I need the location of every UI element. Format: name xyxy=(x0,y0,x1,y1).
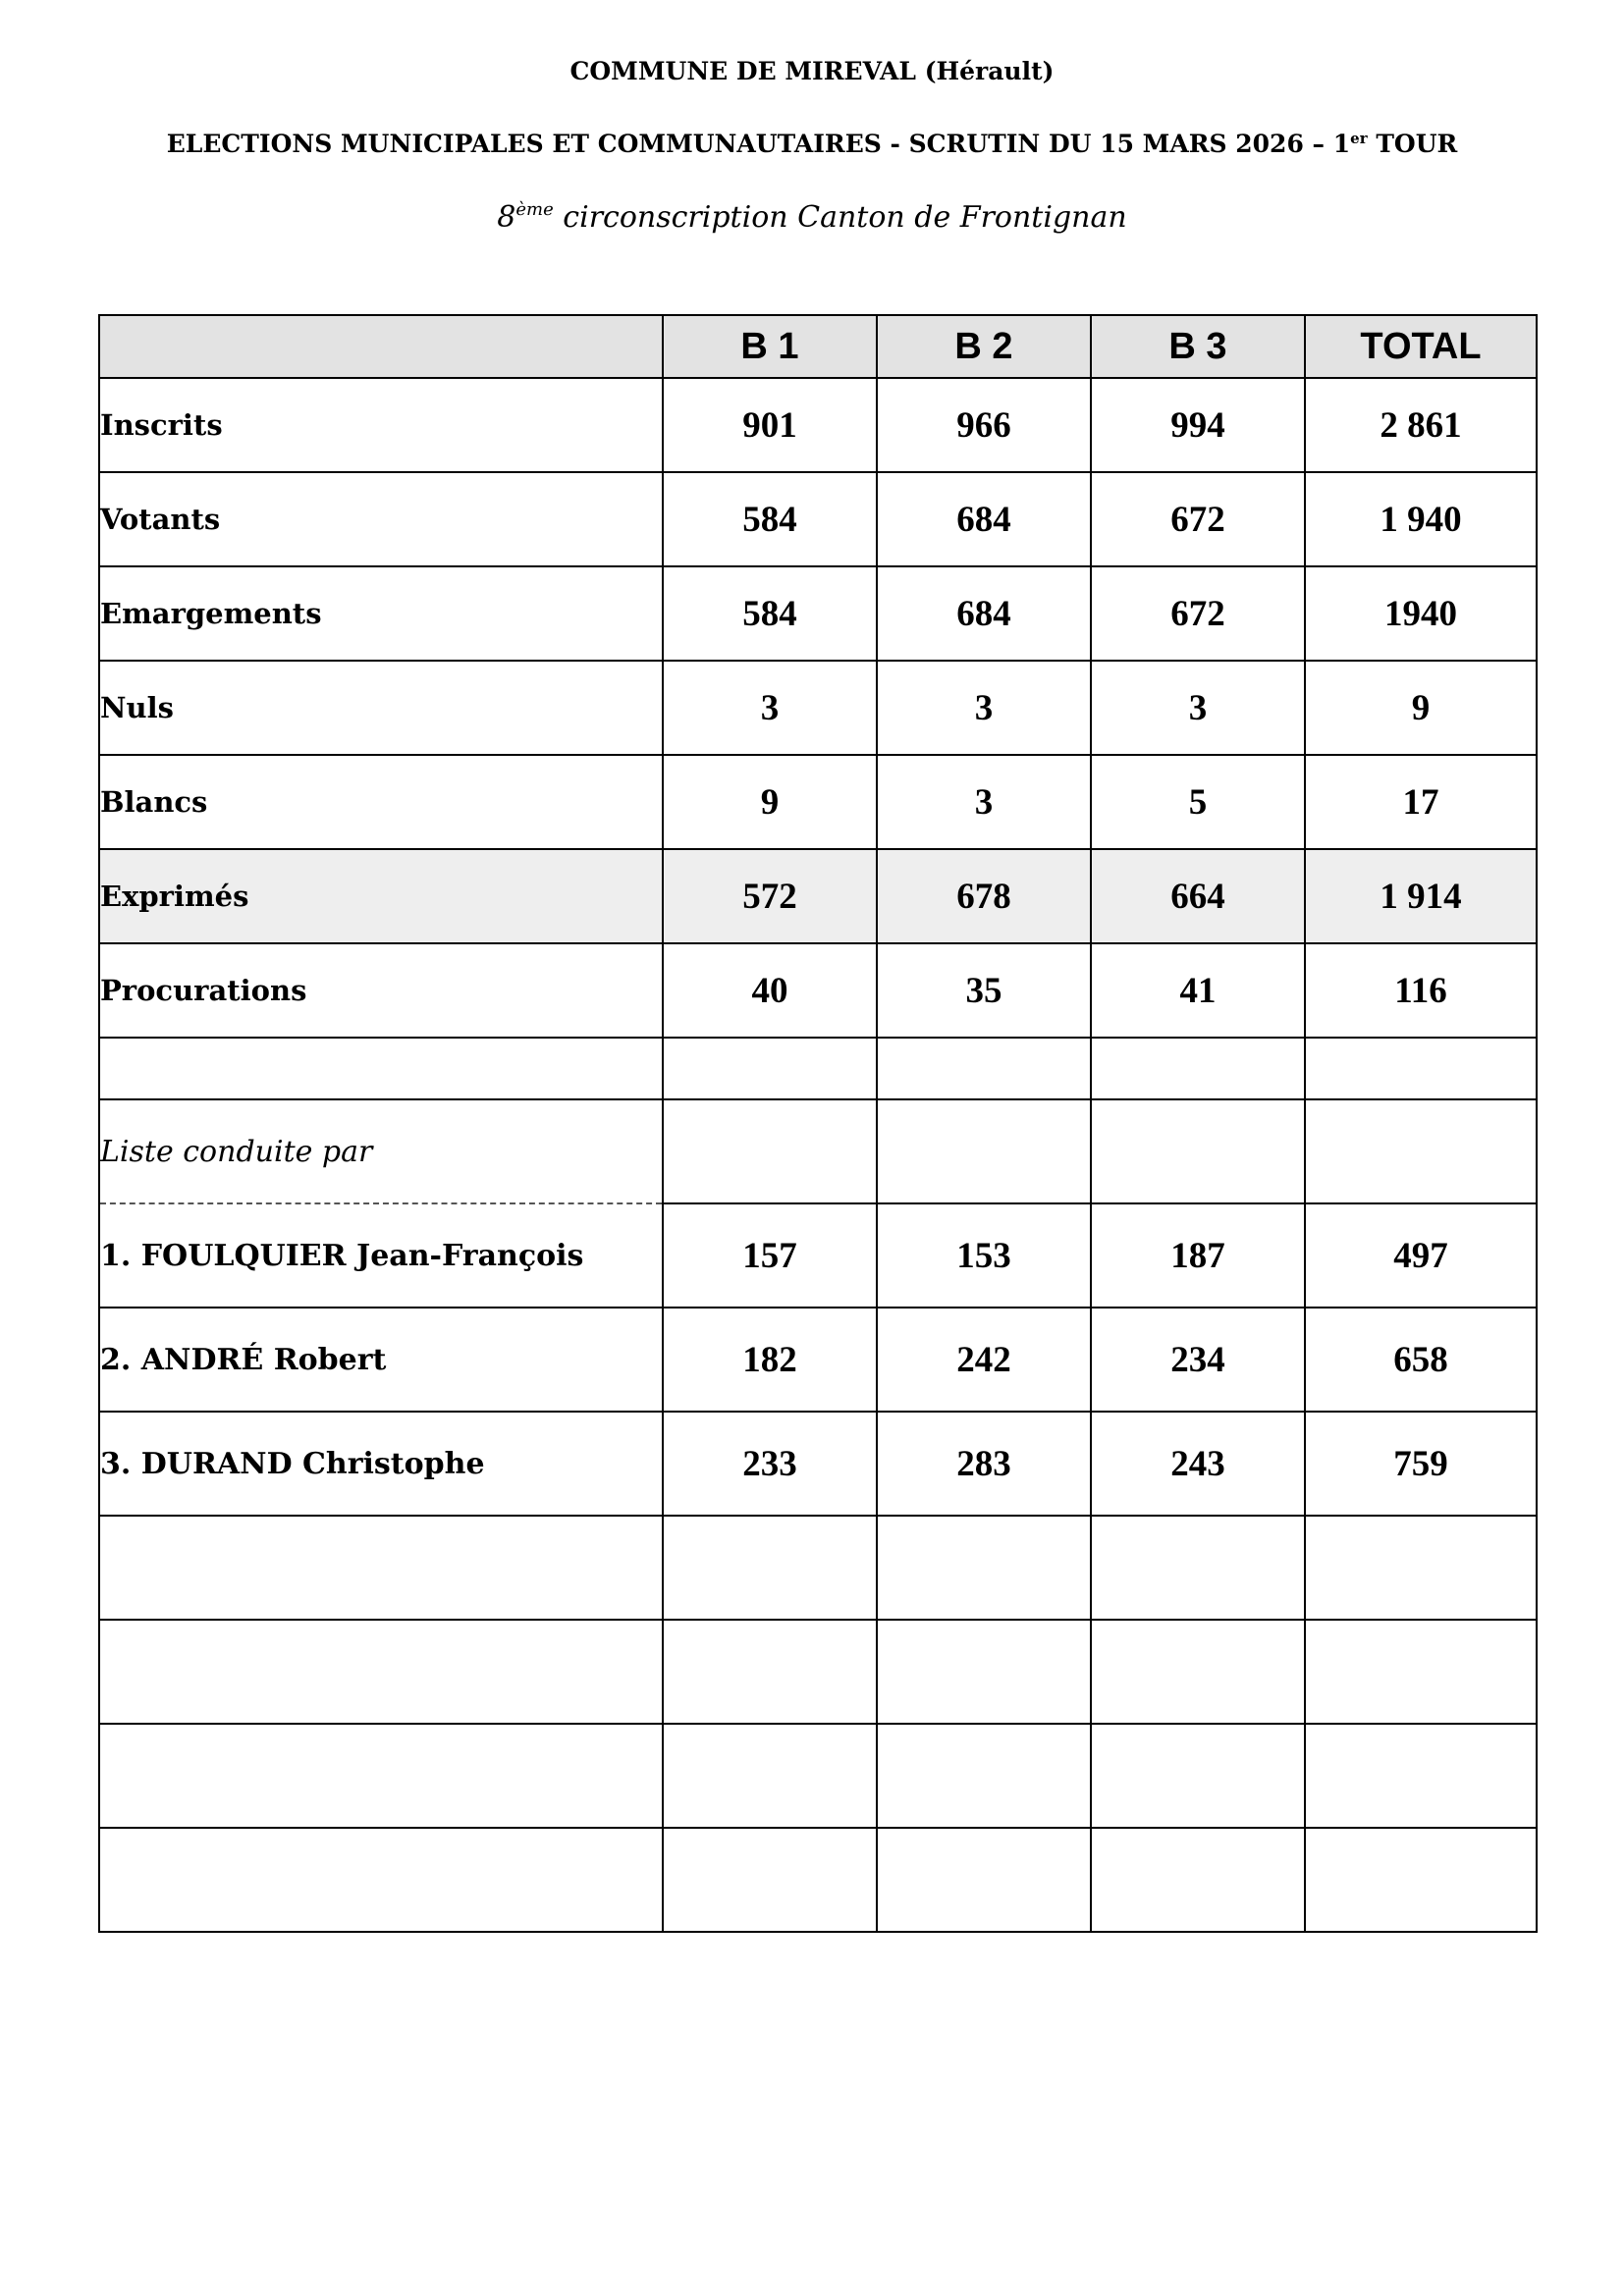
cell-b3: 3 xyxy=(1091,661,1305,755)
cell-b1: 182 xyxy=(663,1308,877,1412)
cell-b1: 40 xyxy=(663,943,877,1038)
cell-total: 1940 xyxy=(1305,566,1537,661)
cell-b3: 994 xyxy=(1091,378,1305,472)
empty-cell xyxy=(99,1620,663,1724)
empty-cell xyxy=(1305,1724,1537,1828)
cell-total: 116 xyxy=(1305,943,1537,1038)
row-label: Procurations xyxy=(99,943,663,1038)
cell-total: 1 940 xyxy=(1305,472,1537,566)
row-label: Exprimés xyxy=(99,849,663,943)
empty-cell xyxy=(877,1038,1091,1099)
cell-b2: 3 xyxy=(877,755,1091,849)
empty-cell xyxy=(663,1828,877,1932)
election-title-main: ELECTIONS MUNICIPALES ET COMMUNAUTAIRES - SCRUTIN DU 15 MARS 2026 – 1 xyxy=(166,130,1351,158)
cell-b3: 664 xyxy=(1091,849,1305,943)
circonscription-subtitle xyxy=(0,200,1624,235)
empty-cell xyxy=(1091,1099,1305,1203)
cell-b1: 572 xyxy=(663,849,877,943)
column-header-b3: B 3 xyxy=(1091,315,1305,378)
spacer-row xyxy=(99,1038,1537,1099)
cell-b1: 584 xyxy=(663,472,877,566)
cell-total: 658 xyxy=(1305,1308,1537,1412)
empty-cell xyxy=(877,1099,1091,1203)
empty-cell xyxy=(877,1724,1091,1828)
empty-row xyxy=(99,1620,1537,1724)
candidate-label: 3. DURAND Christophe xyxy=(99,1412,663,1516)
cell-b2: 283 xyxy=(877,1412,1091,1516)
results-table xyxy=(98,314,1538,1933)
empty-cell xyxy=(1305,1516,1537,1620)
cell-b3: 187 xyxy=(1091,1203,1305,1308)
section-label: Liste conduite par xyxy=(99,1099,663,1203)
circonscription-text: circonscription Canton de Frontignan xyxy=(553,200,1127,235)
row-label: Emargements xyxy=(99,566,663,661)
candidate-row-3 xyxy=(99,1412,1537,1516)
cell-b2: 678 xyxy=(877,849,1091,943)
cell-b2: 153 xyxy=(877,1203,1091,1308)
cell-b2: 684 xyxy=(877,566,1091,661)
empty-cell xyxy=(99,1828,663,1932)
cell-b2: 3 xyxy=(877,661,1091,755)
election-title xyxy=(0,130,1624,158)
cell-b2: 966 xyxy=(877,378,1091,472)
empty-cell xyxy=(1305,1828,1537,1932)
row-label: Nuls xyxy=(99,661,663,755)
empty-cell xyxy=(1305,1620,1537,1724)
row-exprimes xyxy=(99,849,1537,943)
row-emargements xyxy=(99,566,1537,661)
empty-cell xyxy=(663,1516,877,1620)
cell-b3: 41 xyxy=(1091,943,1305,1038)
cell-b1: 9 xyxy=(663,755,877,849)
row-blancs xyxy=(99,755,1537,849)
column-header-b1: B 1 xyxy=(663,315,877,378)
empty-cell xyxy=(99,1516,663,1620)
empty-row xyxy=(99,1516,1537,1620)
cell-b1: 3 xyxy=(663,661,877,755)
row-procurations xyxy=(99,943,1537,1038)
empty-cell xyxy=(1091,1620,1305,1724)
circonscription-ordinal: ème xyxy=(515,199,554,220)
empty-cell xyxy=(99,1724,663,1828)
empty-row xyxy=(99,1828,1537,1932)
cell-b3: 5 xyxy=(1091,755,1305,849)
empty-cell xyxy=(1091,1724,1305,1828)
row-nuls xyxy=(99,661,1537,755)
cell-total: 9 xyxy=(1305,661,1537,755)
empty-cell xyxy=(663,1099,877,1203)
cell-b2: 35 xyxy=(877,943,1091,1038)
row-inscrits xyxy=(99,378,1537,472)
empty-cell xyxy=(663,1038,877,1099)
candidate-label: 1. FOULQUIER Jean-François xyxy=(99,1203,663,1308)
empty-cell xyxy=(663,1620,877,1724)
candidate-label: 2. ANDRÉ Robert xyxy=(99,1308,663,1412)
cell-b3: 243 xyxy=(1091,1412,1305,1516)
cell-b1: 233 xyxy=(663,1412,877,1516)
empty-row xyxy=(99,1724,1537,1828)
candidate-row-2 xyxy=(99,1308,1537,1412)
cell-b3: 234 xyxy=(1091,1308,1305,1412)
commune-title: COMMUNE DE MIREVAL (Hérault) xyxy=(569,57,1055,85)
column-header-total: TOTAL xyxy=(1305,315,1537,378)
column-header-b2: B 2 xyxy=(877,315,1091,378)
cell-total: 497 xyxy=(1305,1203,1537,1308)
cell-b1: 901 xyxy=(663,378,877,472)
cell-total: 759 xyxy=(1305,1412,1537,1516)
empty-cell xyxy=(877,1516,1091,1620)
row-label: Votants xyxy=(99,472,663,566)
empty-cell xyxy=(1305,1099,1537,1203)
election-title-end: TOUR xyxy=(1367,130,1458,158)
empty-cell xyxy=(99,1038,663,1099)
header-corner-cell xyxy=(99,315,663,378)
row-label: Inscrits xyxy=(99,378,663,472)
empty-cell xyxy=(1091,1038,1305,1099)
cell-total: 2 861 xyxy=(1305,378,1537,472)
row-label: Blancs xyxy=(99,755,663,849)
cell-b1: 584 xyxy=(663,566,877,661)
cell-b2: 684 xyxy=(877,472,1091,566)
candidate-row-1 xyxy=(99,1203,1537,1308)
cell-b3: 672 xyxy=(1091,566,1305,661)
circonscription-number: 8 xyxy=(497,200,516,235)
empty-cell xyxy=(1091,1828,1305,1932)
cell-b2: 242 xyxy=(877,1308,1091,1412)
cell-b1: 157 xyxy=(663,1203,877,1308)
election-round-suffix: er xyxy=(1350,130,1368,147)
empty-cell xyxy=(663,1724,877,1828)
cell-b3: 672 xyxy=(1091,472,1305,566)
empty-cell xyxy=(1091,1516,1305,1620)
empty-cell xyxy=(877,1620,1091,1724)
cell-total: 17 xyxy=(1305,755,1537,849)
section-row xyxy=(99,1099,1537,1203)
table-header-row xyxy=(99,315,1537,378)
empty-cell xyxy=(1305,1038,1537,1099)
row-votants xyxy=(99,472,1537,566)
empty-cell xyxy=(877,1828,1091,1932)
cell-total: 1 914 xyxy=(1305,849,1537,943)
